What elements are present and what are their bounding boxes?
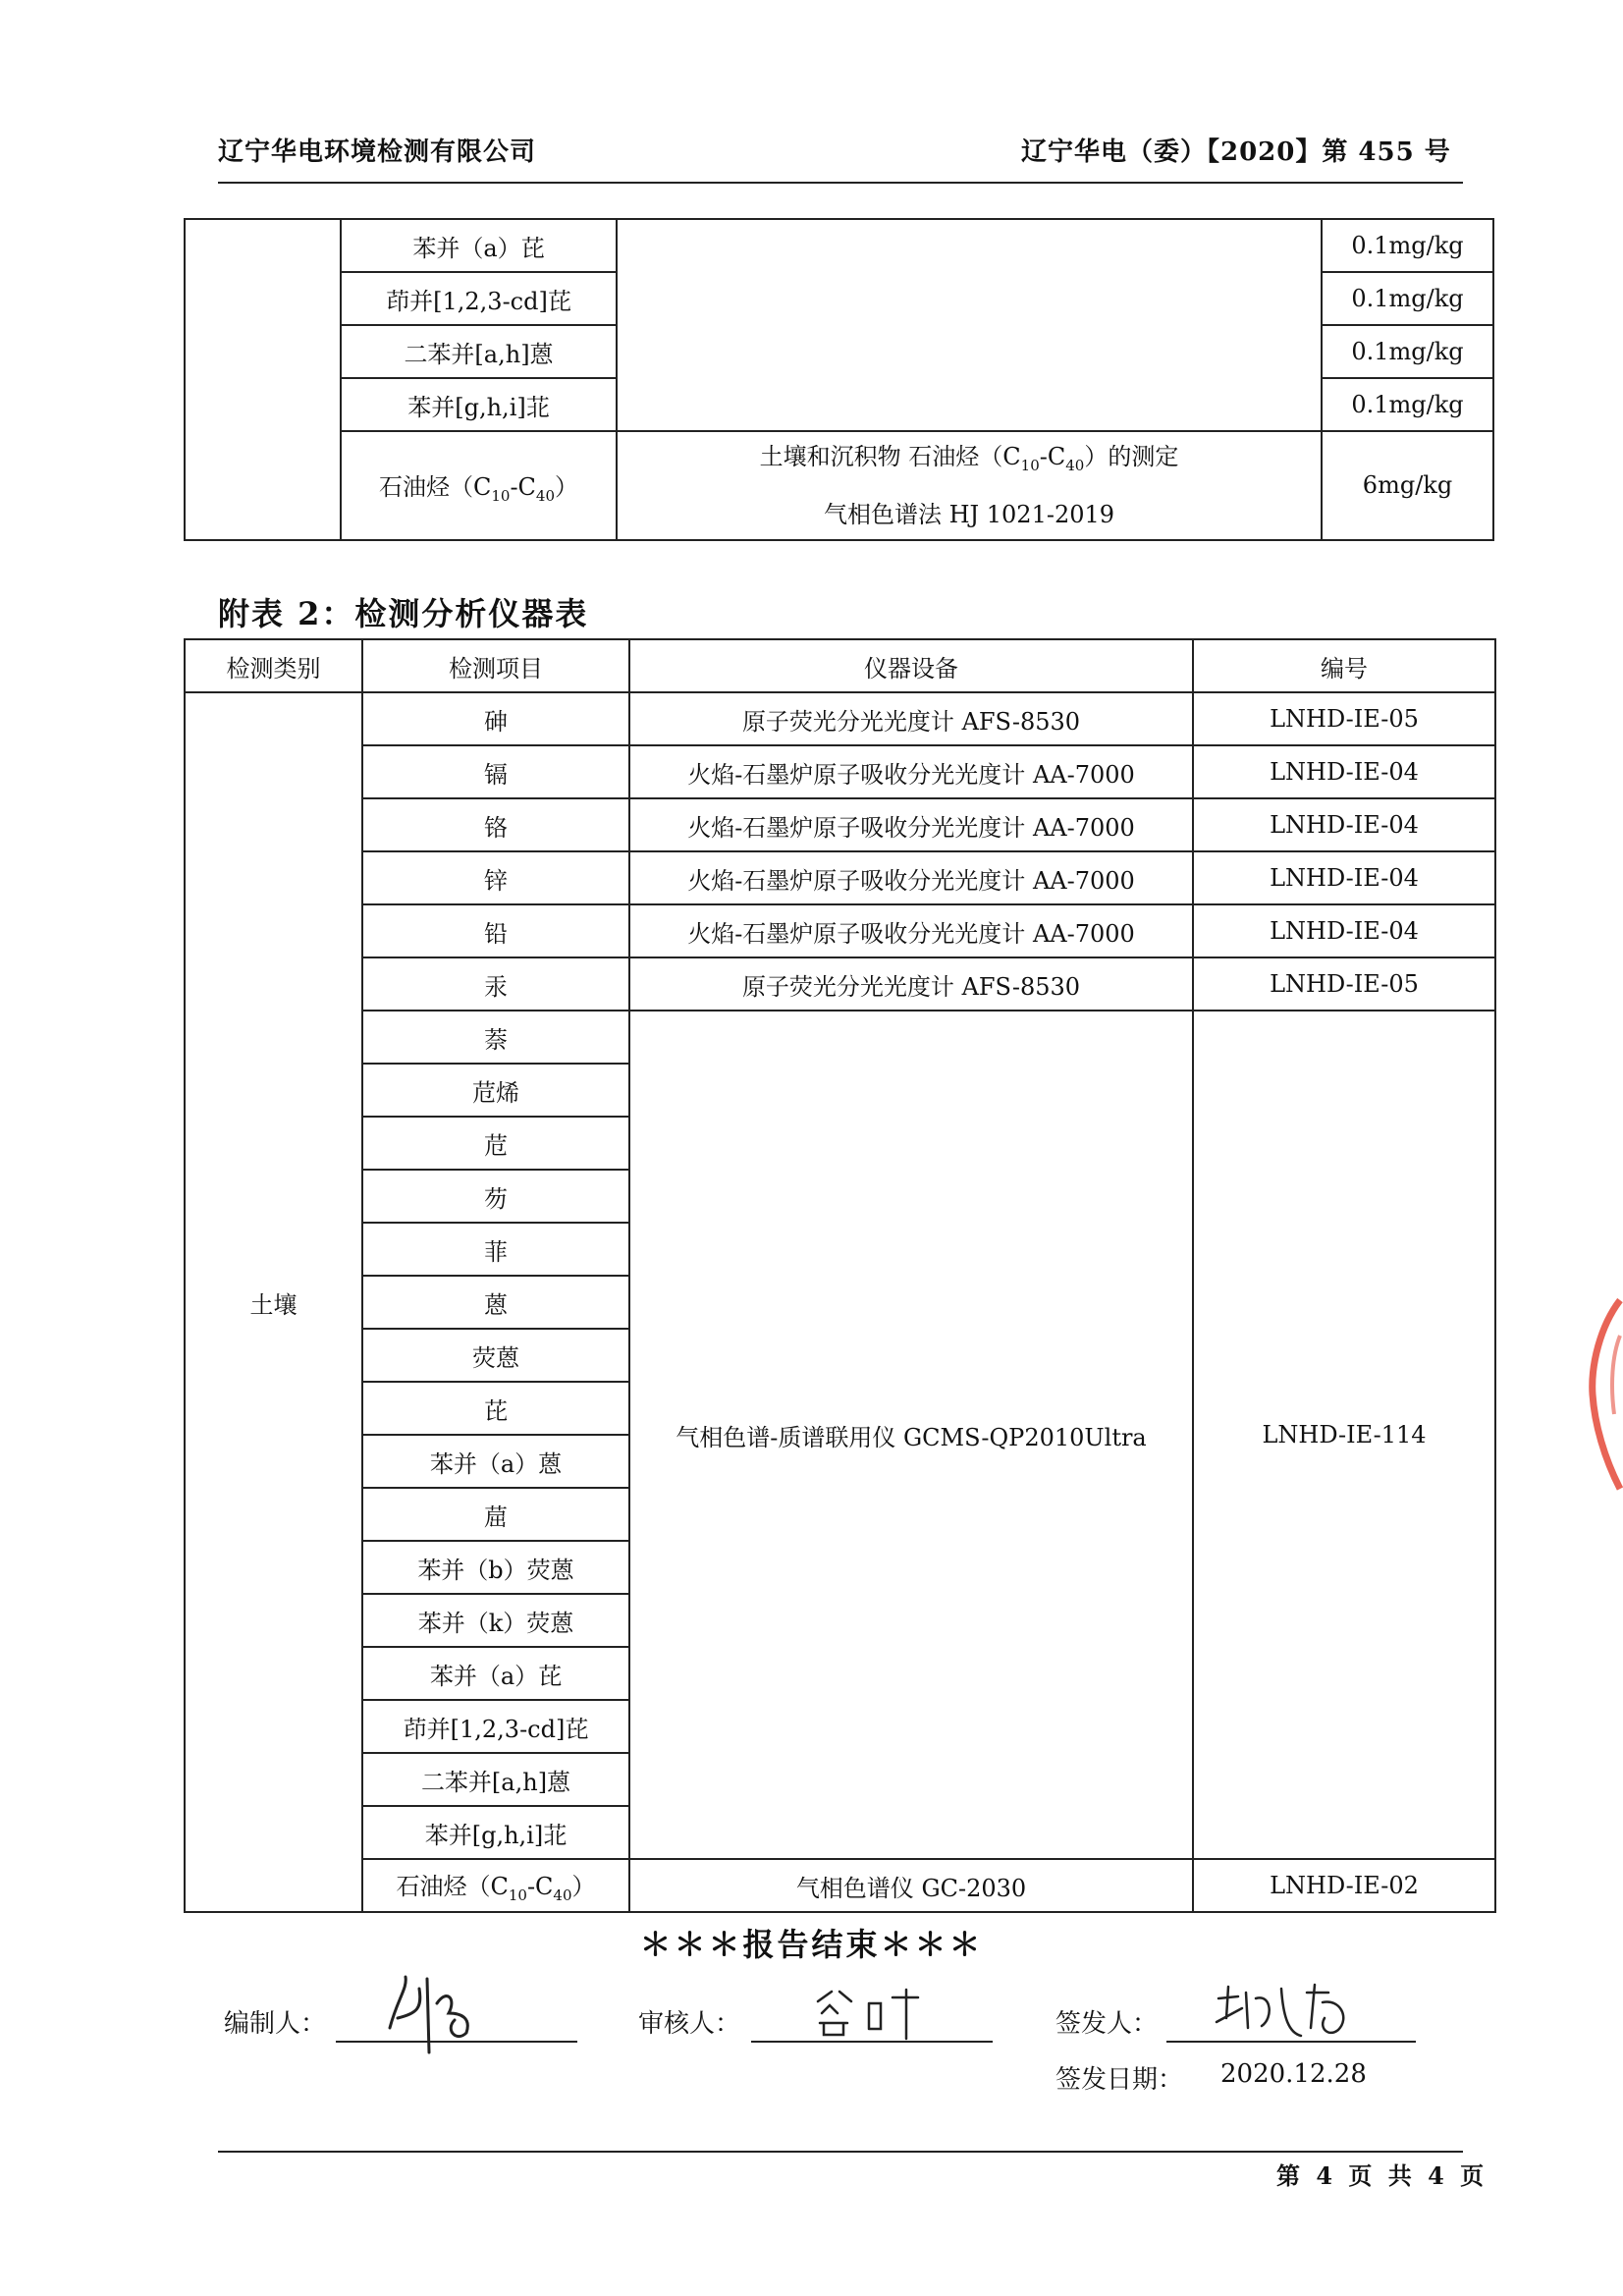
tph-sub-10: 10	[491, 486, 511, 505]
tph-sub-40: 40	[535, 486, 556, 505]
item-cell: 二苯并[a,h]蒽	[341, 325, 617, 378]
tph-post: ）	[555, 472, 579, 501]
method-line-1	[618, 432, 1321, 490]
header-divider	[218, 182, 1463, 184]
tph-instrument-cell: 气相色谱仪 GC-2030	[629, 1859, 1193, 1912]
id-cell: LNHD-IE-05	[1193, 957, 1495, 1011]
limit-cell: 0.1mg/kg	[1322, 219, 1493, 272]
item-cell: 砷	[362, 692, 629, 745]
item-cell: 铅	[362, 904, 629, 957]
col-header-id: 编号	[1193, 639, 1495, 692]
method-sub-10: 10	[1020, 456, 1040, 474]
tph-mid: -C	[510, 472, 536, 501]
instrument-table	[184, 638, 1496, 1913]
item-cell: 二苯并[a,h]蒽	[362, 1753, 629, 1806]
issuer-label: 签发人：	[1055, 2009, 1159, 2039]
item-cell: 锌	[362, 851, 629, 904]
table-row	[185, 1859, 1495, 1912]
table-row	[185, 431, 1493, 540]
item-cell: 茚并[1,2,3-cd]芘	[362, 1700, 629, 1753]
reviewer-signature-image	[810, 1984, 928, 2043]
item-cell: 茚并[1,2,3-cd]芘	[341, 272, 617, 325]
id-cell: LNHD-IE-04	[1193, 745, 1495, 798]
tph-mid: -C	[526, 1873, 554, 1901]
tph-pre: 石油烃（C	[396, 1873, 509, 1901]
pah-instrument-cell: 气相色谱-质谱联用仪 GCMS-QP2010Ultra	[629, 1011, 1193, 1859]
method-line-1-post: ）的测定	[1084, 443, 1179, 470]
tph-sub-10: 10	[508, 1886, 527, 1904]
col-header-item: 检测项目	[362, 639, 629, 692]
limit-cell: 0.1mg/kg	[1322, 325, 1493, 378]
issue-date-label: 签发日期：	[1055, 2065, 1184, 2095]
instrument-cell: 原子荧光分光光度计 AFS-8530	[629, 957, 1193, 1011]
item-cell: 汞	[362, 957, 629, 1011]
item-cell: 苊烯	[362, 1064, 629, 1117]
table-row	[185, 851, 1495, 904]
tph-sub-40: 40	[553, 1886, 572, 1904]
item-cell: 芘	[362, 1382, 629, 1435]
item-cell: 苯并（k）荧蒽	[362, 1594, 629, 1647]
instrument-cell: 火焰-石墨炉原子吸收分光光度计 AA-7000	[629, 745, 1193, 798]
instrument-cell: 火焰-石墨炉原子吸收分光光度计 AA-7000	[629, 851, 1193, 904]
item-cell: 苯并（b）荧蒽	[362, 1541, 629, 1594]
pah-id-cell: LNHD-IE-114	[1193, 1011, 1495, 1859]
footer-divider	[218, 2151, 1463, 2153]
table-row	[185, 745, 1495, 798]
item-cell-tph	[362, 1859, 629, 1912]
tph-id-cell: LNHD-IE-02	[1193, 1859, 1495, 1912]
report-number: 辽宁华电（委）【2020】第 455 号	[1021, 137, 1451, 167]
instrument-cell: 火焰-石墨炉原子吸收分光光度计 AA-7000	[629, 798, 1193, 851]
instrument-cell: 火焰-石墨炉原子吸收分光光度计 AA-7000	[629, 904, 1193, 957]
table-row	[185, 692, 1495, 745]
tph-pre: 石油烃（C	[378, 472, 492, 501]
item-cell: 铬	[362, 798, 629, 851]
category-soil: 土壤	[185, 692, 362, 1912]
item-cell: 萘	[362, 1011, 629, 1064]
table-row	[185, 904, 1495, 957]
table-row	[185, 1011, 1495, 1064]
item-cell: 荧蒽	[362, 1329, 629, 1382]
method-line-2: 气相色谱法 HJ 1021-2019	[823, 500, 1115, 528]
method-cell-tph	[617, 431, 1322, 540]
reviewer-label: 审核人：	[638, 2009, 741, 2039]
item-cell: 䓛	[362, 1488, 629, 1541]
tph-post: ）	[571, 1873, 596, 1901]
item-cell: 芴	[362, 1170, 629, 1223]
item-cell: 苊	[362, 1117, 629, 1170]
item-cell-tph	[341, 431, 617, 540]
method-sub-40: 40	[1065, 456, 1085, 474]
limit-cell: 0.1mg/kg	[1322, 272, 1493, 325]
compiler-label: 编制人：	[224, 2009, 327, 2039]
issuer-signature-image	[1213, 1979, 1360, 2048]
id-cell: LNHD-IE-05	[1193, 692, 1495, 745]
item-cell: 苯并[g,h,i]苝	[362, 1806, 629, 1859]
table-row	[185, 798, 1495, 851]
table-row	[185, 957, 1495, 1011]
col-header-category: 检测类别	[185, 639, 362, 692]
method-cell	[617, 219, 1322, 431]
instrument-cell: 原子荧光分光光度计 AFS-8530	[629, 692, 1193, 745]
compiler-signature-image	[378, 1959, 496, 2057]
detection-method-table	[184, 218, 1494, 541]
report-end-marker: ＊＊＊报告结束＊＊＊	[639, 1926, 984, 1963]
id-cell: LNHD-IE-04	[1193, 798, 1495, 851]
table-row	[185, 219, 1493, 272]
company-name: 辽宁华电环境检测有限公司	[218, 137, 537, 167]
issue-date-value: 2020.12.28	[1220, 2059, 1367, 2089]
item-cell: 苯并（a）芘	[341, 219, 617, 272]
table-caption: 附表 2：检测分析仪器表	[218, 595, 589, 632]
id-cell: LNHD-IE-04	[1193, 904, 1495, 957]
col-header-instrument: 仪器设备	[629, 639, 1193, 692]
seal-stamp-icon	[1581, 1296, 1623, 1493]
item-cell: 蒽	[362, 1276, 629, 1329]
limit-cell: 0.1mg/kg	[1322, 378, 1493, 431]
item-cell: 苯并[g,h,i]苝	[341, 378, 617, 431]
header-row	[185, 639, 1495, 692]
method-line-1-mid: -C	[1039, 443, 1066, 470]
item-cell: 菲	[362, 1223, 629, 1276]
method-line-1-pre: 土壤和沉积物 石油烃（C	[759, 443, 1021, 470]
page-number: 第 4 页 共 4 页	[1276, 2161, 1488, 2190]
id-cell: LNHD-IE-04	[1193, 851, 1495, 904]
category-cell	[185, 219, 341, 540]
item-cell: 苯并（a）芘	[362, 1647, 629, 1700]
limit-cell-tph: 6mg/kg	[1322, 431, 1493, 540]
item-cell: 镉	[362, 745, 629, 798]
item-cell: 苯并（a）蒽	[362, 1435, 629, 1488]
